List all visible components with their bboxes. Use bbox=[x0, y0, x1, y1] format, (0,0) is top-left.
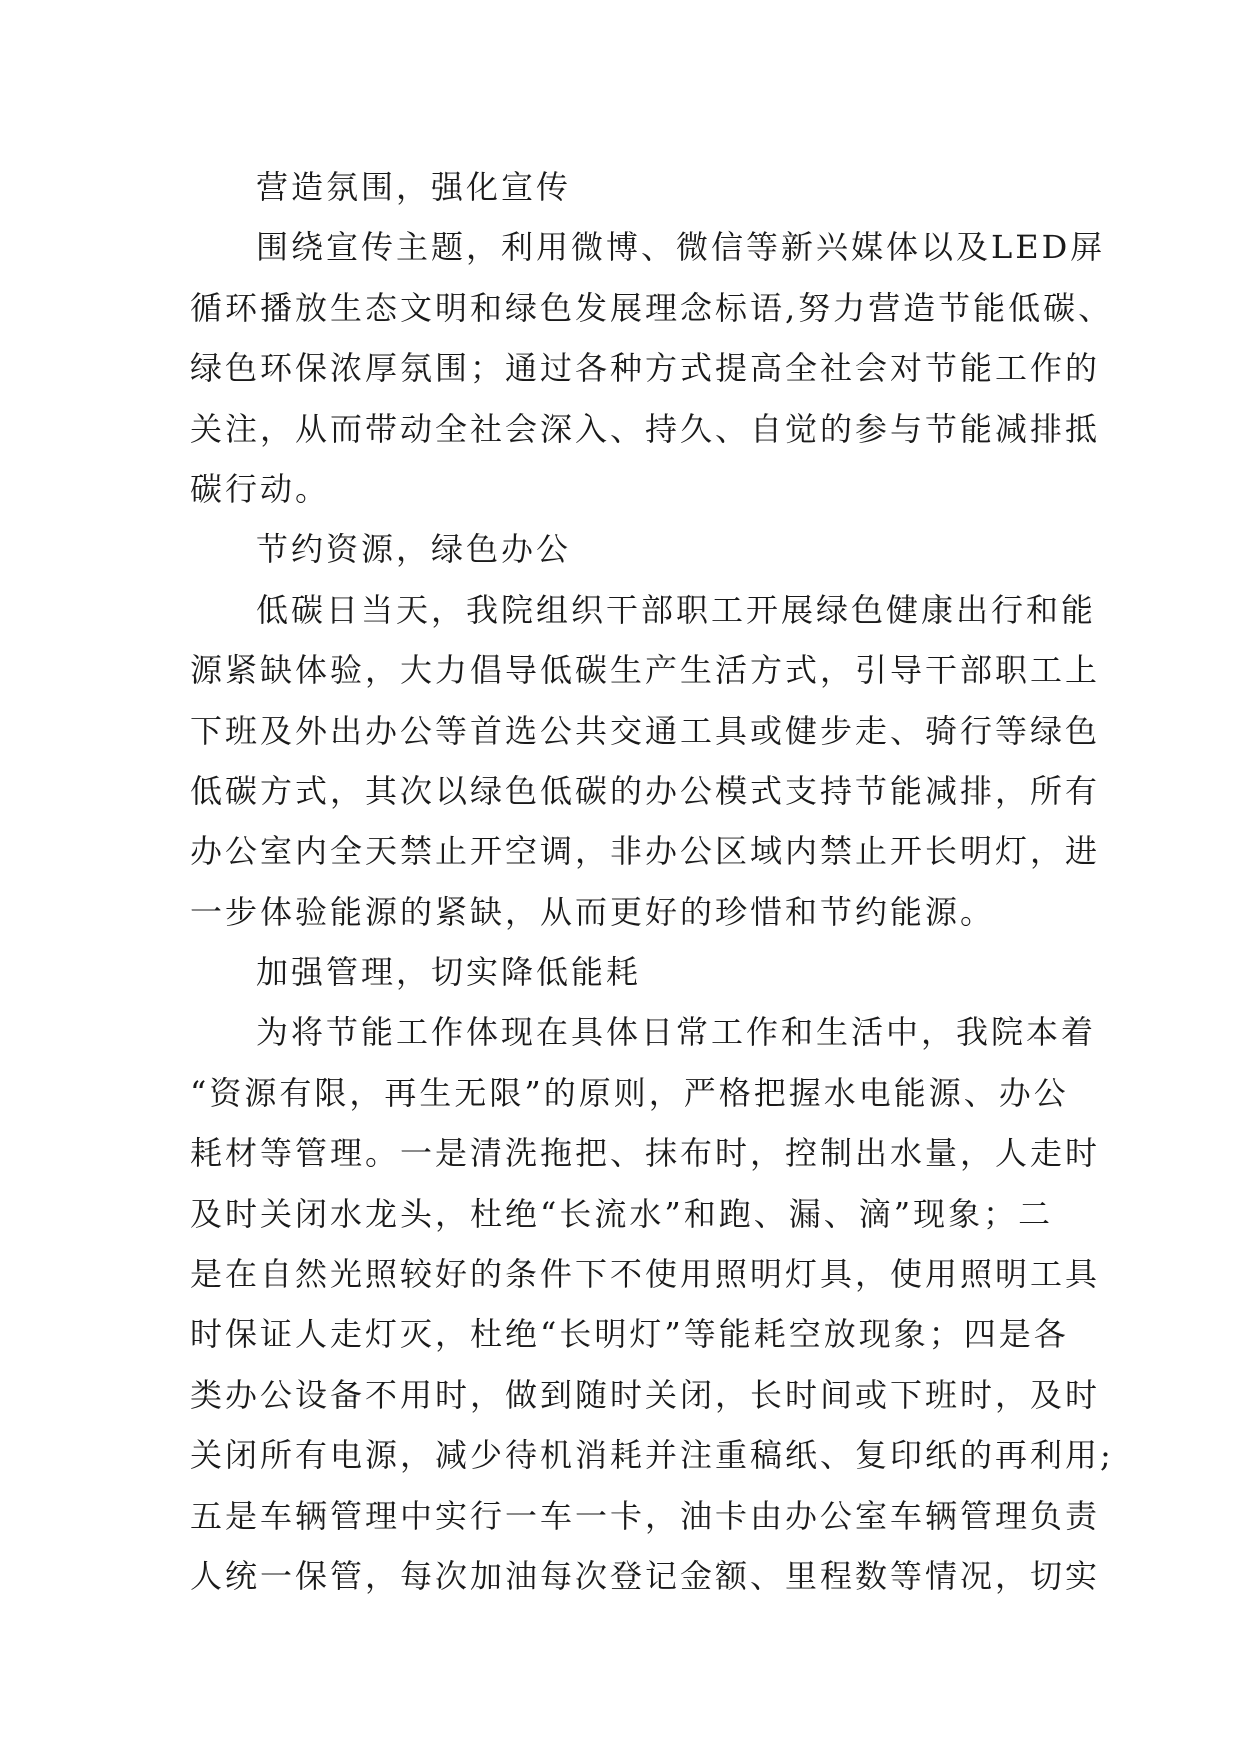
paragraph-line: 耗材等管理。一是清洗拖把、抹布时，控制出水量，人走时 bbox=[190, 1134, 1101, 1173]
paragraph-line: 五是车辆管理中实行一车一卡，油卡由办公室车辆管理负责 bbox=[190, 1496, 1101, 1535]
paragraph-line: 一步体验能源的紧缺，从而更好的珍惜和节约能源。 bbox=[190, 892, 996, 931]
paragraph-line: 碳行动。 bbox=[190, 469, 331, 508]
paragraph-line: 办公室内全天禁止开空调，非办公区域内禁止开长明灯，进 bbox=[190, 832, 1101, 871]
paragraph-line: 时保证人走灯灭，杜绝“长明灯”等能耗空放现象；四是各 bbox=[190, 1315, 1069, 1354]
paragraph-line: 为将节能工作体现在具体日常工作和生活中，我院本着 bbox=[256, 1013, 1097, 1052]
heading-create-atmosphere: 营造氛围，强化宣传 bbox=[256, 168, 572, 206]
paragraph-line: 下班及外出办公等首选公共交通工具或健步走、骑行等绿色 bbox=[190, 711, 1101, 750]
paragraph-line: 及时关闭水龙头，杜绝“长流水”和跑、漏、滴”现象；二 bbox=[190, 1194, 1054, 1233]
paragraph-line: 类办公设备不用时，做到随时关闭，长时间或下班时，及时 bbox=[190, 1375, 1101, 1414]
heading-save-resources: 节约资源，绿色办公 bbox=[256, 530, 572, 569]
paragraph-line: “资源有限，再生无限”的原则，严格把握水电能源、办公 bbox=[190, 1073, 1069, 1112]
paragraph-line: 低碳方式，其次以绿色低碳的办公模式支持节能减排，所有 bbox=[190, 771, 1101, 810]
paragraph-line: 绿色环保浓厚氛围；通过各种方式提高全社会对节能工作的 bbox=[190, 349, 1101, 388]
paragraph-line: 关闭所有电源，减少待机消耗并注重稿纸、复印纸的再利用; bbox=[190, 1436, 1114, 1475]
paragraph-line: 源紧缺体验，大力倡导低碳生产生活方式，引导干部职工上 bbox=[190, 651, 1101, 690]
paragraph-line: 围绕宣传主题，利用微博、微信等新兴媒体以及LED屏 bbox=[256, 228, 1106, 267]
paragraph-line: 人统一保管，每次加油每次登记金额、里程数等情况，切实 bbox=[190, 1556, 1101, 1595]
paragraph-line: 是在自然光照较好的条件下不使用照明灯具，使用照明工具 bbox=[190, 1255, 1101, 1294]
paragraph-line: 低碳日当天，我院组织干部职工开展绿色健康出行和能 bbox=[256, 590, 1097, 629]
paragraph-line: 循环播放生态文明和绿色发展理念标语,努力营造节能低碳、 bbox=[190, 288, 1114, 327]
document-body bbox=[190, 157, 1114, 1606]
heading-strengthen-management: 加强管理，切实降低能耗 bbox=[256, 953, 642, 992]
paragraph-line: 关注，从而带动全社会深入、持久、自觉的参与节能减排抵 bbox=[190, 409, 1101, 448]
